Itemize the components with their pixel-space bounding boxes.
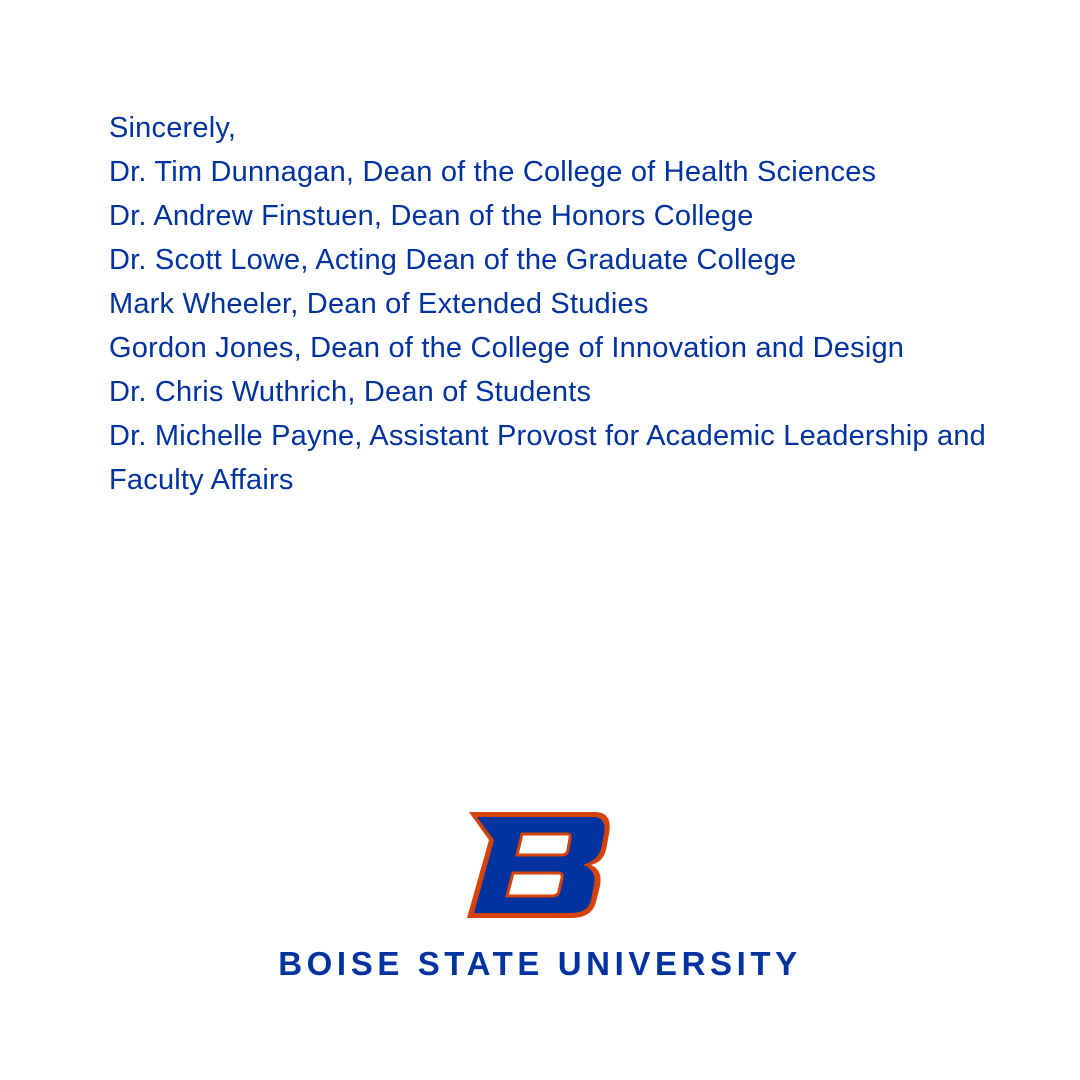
signatory-line: Dr. Chris Wuthrich, Dean of Students [109, 376, 592, 408]
signatory-line: Mark Wheeler, Dean of Extended Studies [109, 288, 649, 320]
signatory-line: Dr. Michelle Payne, Assistant Provost for Academic Leadership and Faculty Affairs [109, 420, 986, 496]
boise-state-b-logo-icon [467, 810, 613, 920]
signature-block [109, 106, 989, 502]
signatory-line: Dr. Andrew Finstuen, Dean of the Honors College [109, 200, 754, 232]
university-wordmark: BOISE STATE UNIVERSITY [278, 945, 802, 982]
logo [0, 810, 1080, 920]
signatory-line: Dr. Tim Dunnagan, Dean of the College of Health Sciences [109, 156, 877, 188]
closing-text: Sincerely, [109, 112, 237, 144]
signatory-line: Dr. Scott Lowe, Acting Dean of the Graduate College [109, 244, 797, 276]
signatory-line: Gordon Jones, Dean of the College of Innovation and Design [109, 332, 905, 364]
